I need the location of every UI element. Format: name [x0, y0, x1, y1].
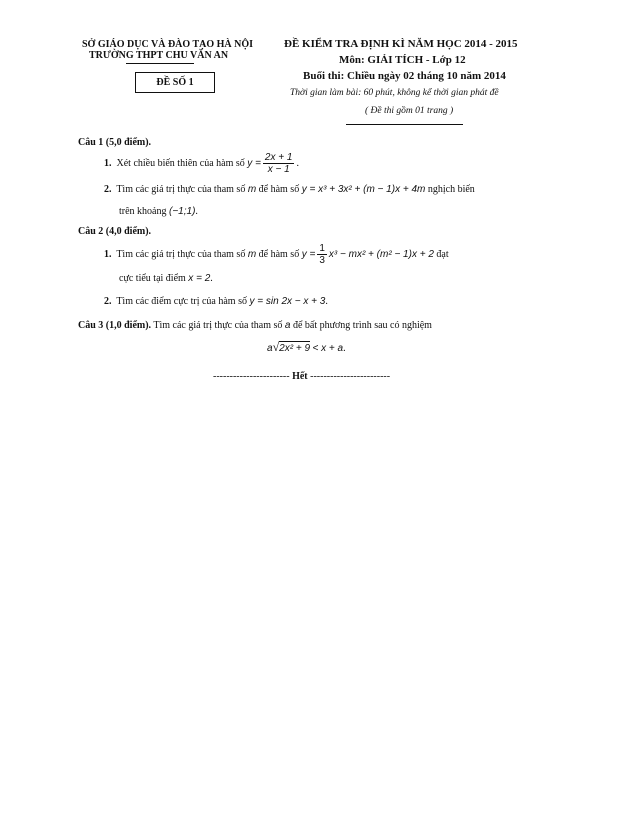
q1-part1-fraction	[263, 152, 295, 175]
q3-formula-sqrt: 2x² + 9	[279, 343, 311, 354]
school-underline	[126, 63, 194, 64]
duration-line: Thời gian làm bài: 60 phút, không kể thời gian phát đề	[290, 88, 499, 98]
department-name: SỞ GIÁO DỤC VÀ ĐÀO TẠO HÀ NỘI	[82, 39, 254, 50]
q1-part2-text-b: để hàm số	[258, 184, 300, 195]
q2-heading: Câu 2 (4,0 điểm).	[78, 226, 152, 237]
q1-part1-period: .	[296, 157, 299, 169]
q2-part1-fraction	[317, 243, 327, 266]
q3-line1	[78, 320, 432, 331]
q3-heading: Câu 3 (1,0 điểm).	[78, 320, 152, 331]
end-marker	[213, 371, 390, 382]
q1-part2-text-a: Tìm các giá trị thực của tham số	[116, 184, 246, 195]
q1-part1	[104, 152, 299, 175]
q2-part1-var: m	[247, 248, 257, 260]
exam-code: ĐỀ SỐ 1	[156, 77, 194, 88]
page-count: ( Đề thi gồm 01 trang )	[365, 106, 454, 116]
q2-part2	[104, 296, 328, 307]
q1-part2-interval: (−1;1)	[169, 206, 196, 217]
q3-formula-b: < x + a	[312, 343, 344, 354]
q1-part1-lhs: y =	[247, 157, 261, 169]
q2-part2-text: Tìm các điểm cực trị của hàm số	[116, 296, 247, 307]
q2-part1-number: 1.	[104, 248, 112, 260]
q3-text-b: để bất phương trình sau có nghiệm	[292, 320, 432, 331]
q2-part1-point: x = 2	[188, 273, 211, 284]
q2-part1-frac-num: 1	[319, 243, 325, 254]
q2-part1-lhs: y =	[301, 248, 316, 260]
q2-part2-number: 2.	[104, 296, 112, 307]
header-underline	[346, 124, 463, 125]
subject-line: Môn: GIẢI TÍCH - Lớp 12	[339, 54, 466, 66]
session-line: Buổi thi: Chiều ngày 02 tháng 10 năm 2014	[303, 70, 506, 82]
exam-code-box	[135, 72, 215, 93]
q2-part1-text-c: đạt	[436, 248, 449, 260]
q2-part1-text-a: Tìm các giá trị thực của tham số	[116, 248, 246, 260]
q3-formula-a: a	[267, 343, 273, 354]
q1-part2-line1	[104, 184, 475, 195]
q1-part2-text-c: nghịch biến	[427, 184, 475, 195]
q3-formula: a√2x² + 9 < x + a.	[267, 340, 346, 354]
q2-part1-formula: x³ − mx² + (m² − 1)x + 2	[328, 248, 434, 260]
q1-part2-formula: y = x³ + 3x² + (m − 1)x + 4m	[301, 184, 426, 195]
q1-part1-text: Xét chiều biến thiên của hàm số	[116, 157, 245, 169]
q1-heading: Câu 1 (5,0 điểm).	[78, 137, 152, 148]
q2-part1-period: .	[210, 273, 213, 284]
q3-text-a: Tìm các giá trị thực của tham số	[153, 320, 283, 331]
q2-part2-period: .	[325, 296, 328, 307]
q3-var: a	[284, 320, 291, 331]
q2-part2-formula: y = sin 2x − x + 3	[249, 296, 326, 307]
q1-part2-line2-text: trên khoảng	[119, 206, 167, 217]
q2-part1-frac-den: 3	[319, 255, 325, 266]
q1-part2-line2	[119, 206, 198, 217]
q1-part2-number: 2.	[104, 184, 112, 195]
q3-period: .	[343, 343, 346, 354]
end-dashes-left: -----------------------	[213, 371, 290, 382]
q1-part2-period: .	[195, 206, 198, 217]
q2-part1-text-b: để hàm số	[258, 248, 300, 260]
q1-part1-numerator: 2x + 1	[264, 152, 293, 163]
end-dashes-right: ------------------------	[310, 371, 391, 382]
q1-part2-var: m	[247, 184, 257, 195]
q2-part1-line1	[104, 243, 449, 266]
q1-part1-denominator: x − 1	[267, 164, 290, 175]
q2-part1-line2-text: cực tiểu tại điểm	[119, 273, 186, 284]
q2-part1-line2	[119, 273, 213, 284]
end-word: Hết	[292, 371, 308, 382]
school-name: TRƯỜNG THPT CHU VĂN AN	[89, 50, 229, 61]
exam-title: ĐỀ KIỂM TRA ĐỊNH KÌ NĂM HỌC 2014 - 2015	[284, 38, 518, 50]
q1-part1-number: 1.	[104, 157, 112, 169]
